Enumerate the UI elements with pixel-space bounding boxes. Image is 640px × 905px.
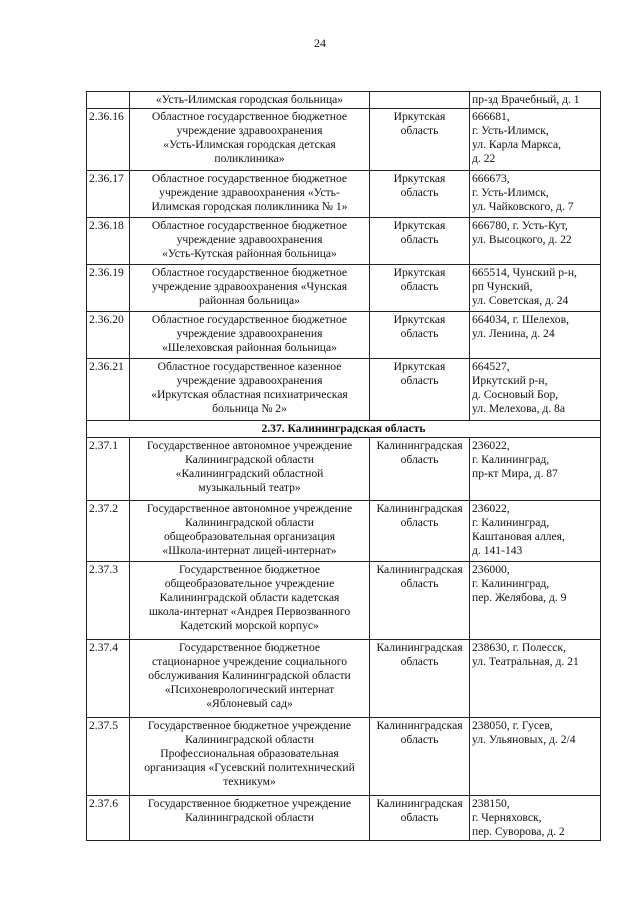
table-row xyxy=(87,218,601,265)
postal-address-cell xyxy=(470,171,601,218)
institution-name-cell xyxy=(130,312,370,359)
institution-name-line: школа-интернат «Андрея Первозванного xyxy=(148,605,351,618)
institution-name-cell xyxy=(130,109,370,171)
region-name-cell xyxy=(370,718,470,796)
postal-address-line: ул. Ленина, д. 24 xyxy=(472,327,555,340)
row-number: 2.37.2 xyxy=(87,501,130,562)
institution-name-line: Областное государственное бюджетное xyxy=(151,110,348,123)
institution-name-line: учреждение здравоохранения xyxy=(176,327,323,340)
section-title: 2.37. Калининградская область xyxy=(87,421,601,438)
postal-address-line: 666681, xyxy=(472,110,510,123)
institution-name-line: Калининградской области xyxy=(185,516,314,529)
institution-name-line: Областное государственное бюджетное xyxy=(151,266,348,279)
region-name-cell xyxy=(370,265,470,312)
institution-name-line: организация «Гусевский политехнический xyxy=(144,761,355,774)
table-row xyxy=(87,640,601,718)
table-row xyxy=(87,501,601,562)
institution-name-line: музыкальный театр» xyxy=(198,481,301,494)
region-name-line: Иркутская xyxy=(393,172,446,185)
row-number: 2.36.20 xyxy=(87,312,130,359)
postal-address-line: 236022, xyxy=(472,439,510,452)
registry-table-body xyxy=(87,92,601,841)
institution-name-line: общеобразовательное учреждение xyxy=(164,577,335,590)
region-name-line: область xyxy=(400,124,439,137)
postal-address-cell xyxy=(470,265,601,312)
region-name-line: Калининградская xyxy=(376,439,463,452)
row-number: 2.37.4 xyxy=(87,640,130,718)
institution-name-cell xyxy=(130,92,370,109)
postal-address-line: ул. Карла Маркса, xyxy=(472,138,561,151)
registry-table xyxy=(86,91,601,841)
institution-name-line: Калининградской области xyxy=(185,733,314,746)
postal-address-line: 666780, г. Усть-Кут, xyxy=(472,219,568,232)
postal-address-cell xyxy=(470,501,601,562)
postal-address-line: ул. Мелехова, д. 8а xyxy=(472,402,566,415)
region-name-line: область xyxy=(400,577,439,590)
postal-address-line: 664034, г. Шелехов, xyxy=(472,313,569,326)
postal-address-line: ул. Театральная, д. 21 xyxy=(472,655,579,668)
institution-name-line: Областное государственное бюджетное xyxy=(151,172,348,185)
table-row xyxy=(87,265,601,312)
postal-address-cell xyxy=(470,438,601,501)
row-number: 2.37.6 xyxy=(87,796,130,841)
institution-name-line: Калининградской области кадетская xyxy=(159,591,340,604)
institution-name-line: Областное государственное бюджетное xyxy=(151,313,348,326)
postal-address-line: 238630, г. Полесск, xyxy=(472,641,566,654)
postal-address-line: г. Калининград, xyxy=(472,577,550,590)
institution-name-line: Калининградской области xyxy=(185,453,314,466)
table-row xyxy=(87,359,601,421)
table-row xyxy=(87,796,601,841)
table-row xyxy=(87,109,601,171)
institution-name-line: учреждение здравоохранения «Чунская xyxy=(151,280,348,293)
region-name-line: область xyxy=(400,280,439,293)
postal-address-line: 664527, xyxy=(472,360,510,373)
institution-name-cell xyxy=(130,640,370,718)
institution-name-cell xyxy=(130,359,370,421)
row-number: 2.37.5 xyxy=(87,718,130,796)
region-name-cell xyxy=(370,640,470,718)
postal-address-line: 238150, xyxy=(472,797,510,810)
institution-name-line: Государственное бюджетное учреждение xyxy=(147,797,352,810)
postal-address-cell xyxy=(470,718,601,796)
institution-name-line: Государственное бюджетное xyxy=(178,563,321,576)
region-name-cell xyxy=(370,312,470,359)
institution-name-line: Илимская городская поликлиника № 1» xyxy=(151,200,348,213)
postal-address-line: д. Сосновый Бор, xyxy=(472,388,559,401)
institution-name-line: «Усть-Илимская городская детская xyxy=(163,138,336,151)
institution-name-line: «Калининградский областной xyxy=(175,467,324,480)
row-number: 2.37.1 xyxy=(87,438,130,501)
postal-address-line: г. Усть-Илимск, xyxy=(472,124,549,137)
institution-name-line: «Шелеховская районная больница» xyxy=(162,341,337,354)
institution-name-cell xyxy=(130,796,370,841)
postal-address-line: ул. Чайковского, д. 7 xyxy=(472,200,574,213)
postal-address-line: 666673, xyxy=(472,172,510,185)
section-heading-row xyxy=(87,421,601,438)
postal-address-line: г. Калининград, xyxy=(472,516,550,529)
institution-name-cell xyxy=(130,562,370,640)
postal-address-cell xyxy=(470,312,601,359)
postal-address-cell xyxy=(470,640,601,718)
institution-name-line: учреждение здравоохранения xyxy=(176,233,323,246)
region-name-line: Иркутская xyxy=(393,313,446,326)
institution-name-line: Государственное автономное учреждение xyxy=(146,502,353,515)
institution-name-line: «Иркутская областная психиатрическая xyxy=(151,388,348,401)
postal-address-line: ул. Советская, д. 24 xyxy=(472,294,569,307)
table-row xyxy=(87,312,601,359)
institution-name-line: Профессиональная образовательная xyxy=(160,747,339,760)
region-name-line: область xyxy=(400,233,439,246)
institution-name-line: Областное государственное бюджетное xyxy=(151,219,348,232)
region-name-cell xyxy=(370,359,470,421)
region-name-line: Калининградская xyxy=(376,641,463,654)
institution-name-line: районная больница» xyxy=(199,294,300,307)
region-name-line: область xyxy=(400,811,439,824)
postal-address-cell xyxy=(470,359,601,421)
institution-name-line: Государственное автономное учреждение xyxy=(146,439,353,452)
postal-address-line: 238050, г. Гусев, xyxy=(472,719,553,732)
postal-address-line: д. 141-143 xyxy=(472,544,523,557)
postal-address-cell xyxy=(470,109,601,171)
table-row xyxy=(87,718,601,796)
region-name-line: Калининградская xyxy=(376,563,463,576)
region-name-cell xyxy=(370,92,470,109)
region-name-line: область xyxy=(400,516,439,529)
region-name-line: Иркутская xyxy=(393,360,446,373)
table-row xyxy=(87,171,601,218)
institution-name-line: больница № 2» xyxy=(212,402,287,415)
postal-address-line: ул. Высоцкого, д. 22 xyxy=(472,233,572,246)
region-name-cell xyxy=(370,218,470,265)
region-name-cell xyxy=(370,796,470,841)
region-name-line: Калининградская xyxy=(376,502,463,515)
table-row xyxy=(87,562,601,640)
postal-address-line: 665514, Чунский р-н, xyxy=(472,266,577,279)
postal-address-line: ул. Ульяновых, д. 2/4 xyxy=(472,733,576,746)
region-name-line: область xyxy=(400,374,439,387)
institution-name-cell xyxy=(130,171,370,218)
institution-name-line: «Школа-интернат лицей-интернат» xyxy=(162,544,337,557)
region-name-line: область xyxy=(400,655,439,668)
region-name-cell xyxy=(370,438,470,501)
postal-address-line: Иркутский р-н, xyxy=(472,374,548,387)
institution-name-line: «Усть-Кутская районная больница» xyxy=(162,247,337,260)
postal-address-line: пер. Желябова, д. 9 xyxy=(472,591,567,604)
postal-address-cell xyxy=(470,218,601,265)
postal-address-line: пр-зд Врачебный, д. 1 xyxy=(472,93,580,106)
postal-address-line: г. Черняховск, xyxy=(472,811,542,824)
postal-address-line: пер. Суворова, д. 2 xyxy=(472,825,565,838)
institution-name-line: обслуживания Калининградской области xyxy=(148,669,351,682)
postal-address-line: 236022, xyxy=(472,502,510,515)
postal-address-line: д. 22 xyxy=(472,152,496,165)
institution-name-line: стационарное учреждение социального xyxy=(151,655,348,668)
institution-name-line: поликлиника» xyxy=(214,152,285,165)
region-name-line: область xyxy=(400,327,439,340)
institution-name-line: Калининградской области xyxy=(185,811,314,824)
institution-name-line: учреждение здравоохранения «Усть- xyxy=(159,186,340,199)
institution-name-line: Кадетский морской корпус» xyxy=(180,619,319,632)
institution-name-line: «Усть-Илимская городская больница» xyxy=(155,93,344,106)
row-number: 2.36.19 xyxy=(87,265,130,312)
row-number: 2.37.3 xyxy=(87,562,130,640)
institution-name-line: Государственное бюджетное учреждение xyxy=(147,719,352,732)
institution-name-line: Областное государственное казенное xyxy=(157,360,342,373)
region-name-cell xyxy=(370,562,470,640)
institution-name-cell xyxy=(130,718,370,796)
row-number xyxy=(87,92,130,109)
region-name-line: Иркутская xyxy=(393,219,446,232)
region-name-line: область xyxy=(400,733,439,746)
region-name-cell xyxy=(370,109,470,171)
postal-address-line: г. Калининград, xyxy=(472,453,550,466)
institution-name-line: Государственное бюджетное xyxy=(178,641,321,654)
institution-name-line: общеобразовательная организация xyxy=(163,530,336,543)
postal-address-line: г. Усть-Илимск, xyxy=(472,186,549,199)
institution-name-cell xyxy=(130,501,370,562)
postal-address-line: 236000, xyxy=(472,563,510,576)
postal-address-line: рп Чунский, xyxy=(472,280,533,293)
row-number: 2.36.17 xyxy=(87,171,130,218)
row-number: 2.36.21 xyxy=(87,359,130,421)
postal-address-cell xyxy=(470,796,601,841)
region-name-line: Калининградская xyxy=(376,797,463,810)
institution-name-line: учреждение здравоохранения xyxy=(176,374,323,387)
page-number: 24 xyxy=(314,36,326,50)
table-row xyxy=(87,92,601,109)
institution-name-line: учреждение здравоохранения xyxy=(176,124,323,137)
institution-name-cell xyxy=(130,438,370,501)
institution-name-cell xyxy=(130,265,370,312)
institution-name-line: «Яблоневый сад» xyxy=(206,697,293,710)
row-number: 2.36.18 xyxy=(87,218,130,265)
region-name-cell xyxy=(370,501,470,562)
institution-name-line: техникум» xyxy=(223,775,276,788)
region-name-line: Калининградская xyxy=(376,719,463,732)
region-name-line: область xyxy=(400,186,439,199)
region-name-cell xyxy=(370,171,470,218)
institution-name-line: «Психоневрологический интернат xyxy=(164,683,335,696)
postal-address-line: пр-кт Мира, д. 87 xyxy=(472,467,558,480)
row-number: 2.36.16 xyxy=(87,109,130,171)
institution-name-cell xyxy=(130,218,370,265)
postal-address-line: Каштановая аллея, xyxy=(472,530,565,543)
table-row xyxy=(87,438,601,501)
postal-address-cell xyxy=(470,562,601,640)
region-name-line: Иркутская xyxy=(393,110,446,123)
postal-address-cell xyxy=(470,92,601,109)
region-name-line: Иркутская xyxy=(393,266,446,279)
region-name-line: область xyxy=(400,453,439,466)
